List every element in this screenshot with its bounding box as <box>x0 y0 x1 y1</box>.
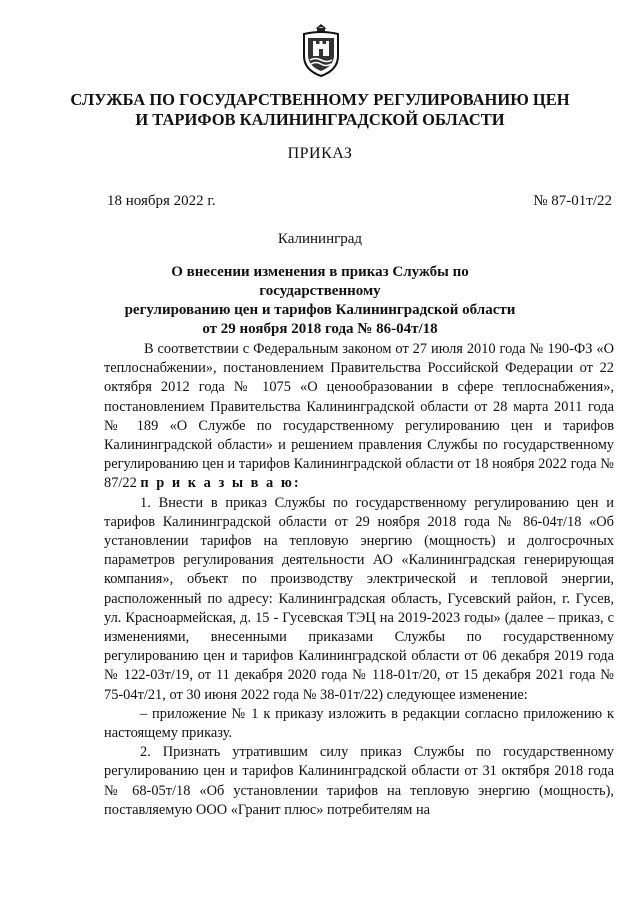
preamble-paragraph <box>104 340 614 494</box>
coat-of-arms-emblem <box>300 22 342 78</box>
document-number: № 87-01т/22 <box>533 193 612 209</box>
item-2-paragraph: 2. Признать утратившим силу приказ Службы по государственному регулированию цен и тарифов Калининградской области от 31 октября 2018 года № 68-05т/18 «Об установлении тарифов на тепловую энергию (мощность), поставляемую ООО «Гранит плюс» потребителям на <box>104 744 614 818</box>
organization-name-line2: И ТАРИФОВ КАЛИНИНГРАДСКОЙ ОБЛАСТИ <box>135 110 505 129</box>
document-body <box>104 340 614 820</box>
document-date: 18 ноября 2022 г. <box>107 193 216 209</box>
preamble-text: В соответствии с Федеральным законом от 27 июля 2010 года № 190-ФЗ «О теплоснабжении», постановлением Правительства Российской Федерации от 22 октября 2012 года № 1075 «О ценообразовании в сфере теплоснабжения», постановлением Правительства Калининградской области от 28 марта 2011 года № 189 «О Службе по государственному регулированию цен и тарифов Калининградской области» и решением правления Службы по государственному регулированию цен и тарифов Калининградской области от 18 ноября 2022 года № 87/22 <box>104 341 614 492</box>
item-1-subitem: – приложение № 1 к приказу изложить в редакции согласно приложению к настоящему приказу. <box>104 705 614 742</box>
document-city: Калининград <box>277 231 363 247</box>
orders-word: п р и к а з ы в а ю: <box>140 475 301 492</box>
document-subject <box>110 263 530 339</box>
document-type-title: ПРИКАЗ <box>287 145 353 162</box>
organization-name <box>60 90 580 130</box>
subject-line3: от 29 ноября 2018 года № 86-04т/18 <box>202 321 438 337</box>
organization-name-line1: СЛУЖБА ПО ГОСУДАРСТВЕННОМУ РЕГУЛИРОВАНИЮ ЦЕН <box>70 90 570 109</box>
item-1-paragraph: 1. Внести в приказ Службы по государственному регулированию цен и тарифов Калининградской области от 29 ноября 2018 года № 86-04т/18 «Об установлении тарифов на тепловую энергию (мощность) и долгосрочных параметров регулирования деятельности АО «Калининградская генерирующая компания», объект по производству электрической и тепловой энергии, расположенный по адресу: Калининградская область, Гусевский район, г. Гусев, ул. Красноармейская, д. 15 - Гусевская ТЭЦ на 2019-2023 годы» (далее – приказ, с изменениями, внесенными приказами Службы по государственному регулированию цен и тарифов Калининградской области от 06 декабря 2019 года № 122-03т/19, от 11 декабря 2020 года № 118-01т/20, от 15 декабря 2021 года № 75-04т/21, от 30 июня 2022 года № 38-01т/22) следующее изменение: <box>104 494 614 703</box>
subject-line2: регулированию цен и тарифов Калининградской области <box>124 302 516 318</box>
subject-line1: О внесении изменения в приказ Службы по государственному <box>171 264 469 299</box>
